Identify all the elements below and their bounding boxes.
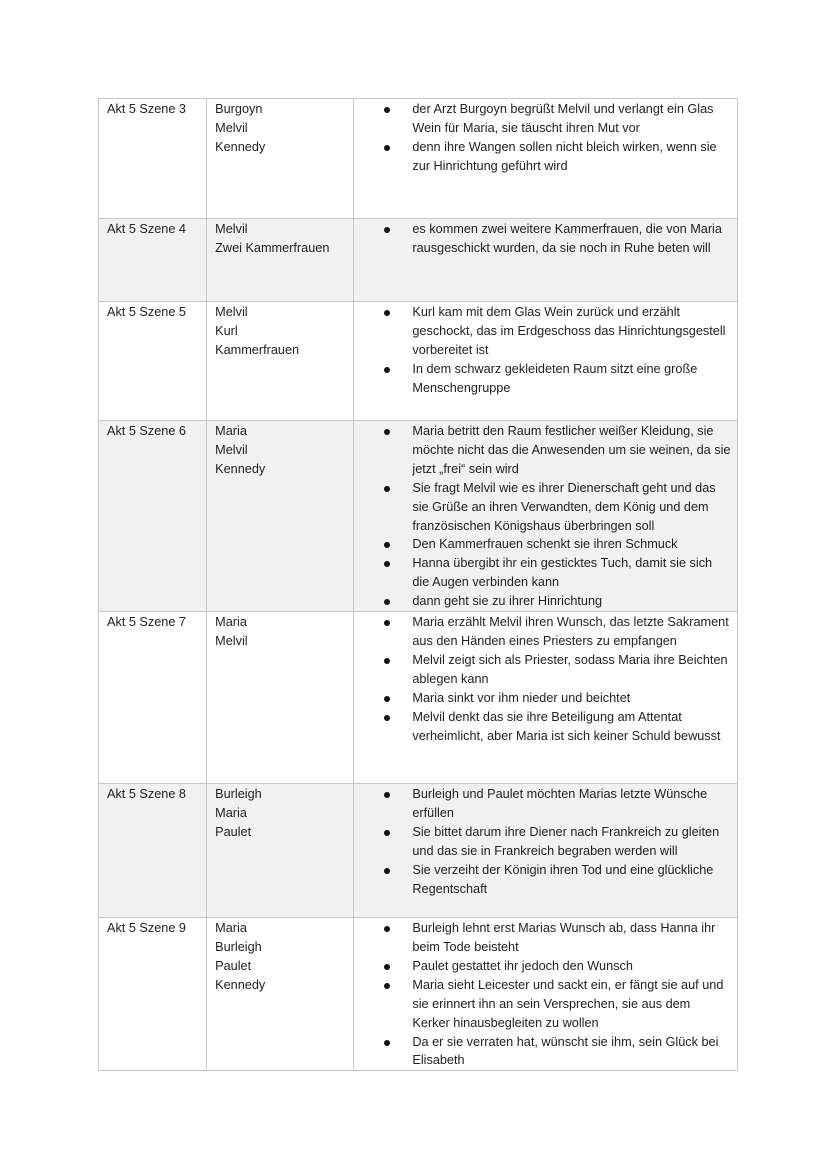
notes-list (364, 303, 731, 398)
notes-list (364, 100, 731, 176)
note-text: Da er sie verraten hat, wünscht sie ihm, sein Glück bei Elisabeth (412, 1034, 719, 1068)
list-item (364, 651, 731, 689)
bullet-icon (384, 830, 390, 836)
list-item (364, 592, 731, 611)
list-item (364, 554, 731, 592)
list-item (364, 689, 731, 708)
bullet-icon (384, 658, 390, 664)
characters-cell (207, 219, 354, 302)
note-text: Maria erzählt Melvil ihren Wunsch, das letzte Sakrament aus den Händen eines Priesters zu empfangen (412, 615, 729, 648)
note-text: Sie fragt Melvil wie es ihrer Dienerschaft geht und das sie Grüße an ihren Verwandten, dem König und dem französischen Königshaus überbringen soll (412, 480, 716, 533)
note-text: Burleigh und Paulet möchten Marias letzte Wünsche erfüllen (412, 787, 708, 820)
table-row (99, 918, 738, 1071)
notes-list (364, 422, 731, 611)
characters-cell (207, 918, 354, 1071)
note-text: Sie bittet darum ihre Diener nach Frankreich zu gleiten und das sie in Frankreich begraben werden will (412, 824, 720, 858)
character-name: Paulet (215, 824, 252, 839)
list-item (364, 535, 731, 554)
character-name: Kennedy (215, 977, 266, 992)
note-text: dann geht sie zu ihrer Hinrichtung (412, 594, 603, 609)
bullet-icon (384, 561, 390, 567)
table-row (99, 99, 738, 219)
scene-cell: Akt 5 Szene 4 (99, 219, 207, 302)
note-text: der Arzt Burgoyn begrüßt Melvil und verlangt ein Glas Wein für Maria, sie täuscht ihren Mut vor (412, 102, 714, 135)
note-text: Den Kammerfrauen schenkt sie ihren Schmuck (412, 537, 678, 552)
bullet-icon (384, 486, 390, 492)
bullet-icon (384, 868, 390, 874)
characters-cell (207, 302, 354, 421)
notes-list (364, 919, 731, 1070)
table-row (99, 302, 738, 421)
list-item (364, 100, 731, 138)
character-name: Maria (215, 424, 247, 438)
characters-cell (207, 99, 354, 219)
note-text: Maria sieht Leicester und sackt ein, er fängt sie auf und sie erinnert ihn an sein Versprechen, sie aus dem Kerker hinausbegleiten zu wollen (412, 977, 724, 1030)
character-name: Melvil (215, 633, 248, 648)
bullet-icon (384, 599, 390, 605)
notes-list (364, 220, 731, 258)
note-text: es kommen zwei weitere Kammerfrauen, die von Maria rausgeschickt wurden, da sie noch in Ruhe beten will (412, 222, 722, 255)
note-text: Melvil zeigt sich als Priester, sodass Maria ihre Beichten ablegen kann (412, 652, 728, 686)
scene-summary-table (98, 98, 738, 1071)
note-text: denn ihre Wangen sollen nicht bleich wirken, wenn sie zur Hinrichtung geführt wird (412, 139, 717, 173)
list-item (364, 360, 731, 398)
notes-cell (354, 612, 738, 784)
table-row (99, 784, 738, 918)
note-text: Melvil denkt das sie ihre Beteiligung am Attentat verheimlicht, aber Maria ist sich keiner Schuld bewusst (412, 709, 721, 743)
list-item (364, 1033, 731, 1071)
note-text: Paulet gestattet ihr jedoch den Wunsch (412, 958, 633, 973)
notes-cell (354, 302, 738, 421)
character-name: Melvil (215, 222, 248, 236)
character-name: Burleigh (215, 939, 262, 954)
scene-cell: Akt 5 Szene 5 (99, 302, 207, 421)
note-text: Burleigh lehnt erst Marias Wunsch ab, dass Hanna ihr beim Tode beisteht (412, 921, 716, 954)
bullet-icon (384, 310, 390, 316)
bullet-icon (384, 620, 390, 626)
bullet-icon (384, 696, 390, 702)
list-item (364, 138, 731, 176)
list-item (364, 861, 731, 899)
bullet-icon (384, 715, 390, 721)
bullet-icon (384, 792, 390, 798)
bullet-icon (384, 367, 390, 373)
note-text: Sie verzeiht der Königin ihren Tod und eine glückliche Regentschaft (412, 862, 714, 896)
list-item (364, 823, 731, 861)
character-name: Burleigh (215, 787, 262, 802)
scene-cell: Akt 5 Szene 9 (99, 918, 207, 1071)
list-item (364, 919, 731, 957)
scene-cell: Akt 5 Szene 8 (99, 784, 207, 918)
list-item (364, 957, 731, 976)
bullet-icon (384, 107, 390, 113)
notes-cell (354, 784, 738, 918)
list-item (364, 976, 731, 1033)
character-name: Burgoyn (215, 102, 263, 116)
table-row (99, 219, 738, 302)
character-name: Zwei Kammerfrauen (215, 240, 330, 255)
list-item (364, 422, 731, 479)
list-item (364, 303, 731, 360)
notes-cell (354, 918, 738, 1071)
table-row (99, 421, 738, 612)
bullet-icon (384, 145, 390, 151)
character-name: Maria (215, 615, 247, 630)
character-name: Maria (215, 805, 247, 820)
character-name: Paulet (215, 958, 252, 973)
scene-cell: Akt 5 Szene 3 (99, 99, 207, 219)
bullet-icon (384, 429, 390, 435)
notes-list (364, 785, 731, 898)
character-name: Melvil (215, 120, 248, 135)
note-text: Maria betritt den Raum festlicher weißer Kleidung, sie möchte nicht das die Anwesenden um sie weinen, da sie jetzt „frei“ sein wird (412, 424, 731, 476)
character-name: Kennedy (215, 139, 266, 154)
note-text: Maria sinkt vor ihm nieder und beichtet (412, 690, 631, 705)
bullet-icon (384, 1040, 390, 1046)
bullet-icon (384, 227, 390, 233)
bullet-icon (384, 926, 390, 932)
characters-cell (207, 612, 354, 784)
list-item (364, 220, 731, 258)
character-name: Kennedy (215, 461, 266, 476)
list-item (364, 708, 731, 746)
scene-cell: Akt 5 Szene 7 (99, 612, 207, 784)
note-text: Kurl kam mit dem Glas Wein zurück und erzählt geschockt, das im Erdgeschoss das Hinrichtungsgestell vorbereitet ist (412, 305, 726, 357)
character-name: Maria (215, 921, 247, 936)
notes-cell (354, 421, 738, 612)
notes-cell (354, 219, 738, 302)
character-name: Kammerfrauen (215, 342, 300, 357)
scene-cell: Akt 5 Szene 6 (99, 421, 207, 612)
note-text: In dem schwarz gekleideten Raum sitzt eine große Menschengruppe (412, 361, 698, 395)
characters-cell (207, 421, 354, 612)
bullet-icon (384, 964, 390, 970)
list-item (364, 479, 731, 536)
character-name: Melvil (215, 442, 248, 457)
character-name: Kurl (215, 323, 238, 338)
note-text: Hanna übergibt ihr ein gesticktes Tuch, damit sie sich die Augen verbinden kann (412, 556, 713, 590)
notes-cell (354, 99, 738, 219)
notes-list (364, 613, 731, 745)
bullet-icon (384, 983, 390, 989)
characters-cell (207, 784, 354, 918)
list-item (364, 785, 731, 823)
table-row (99, 612, 738, 784)
character-name: Melvil (215, 305, 248, 319)
list-item (364, 613, 731, 651)
bullet-icon (384, 542, 390, 548)
